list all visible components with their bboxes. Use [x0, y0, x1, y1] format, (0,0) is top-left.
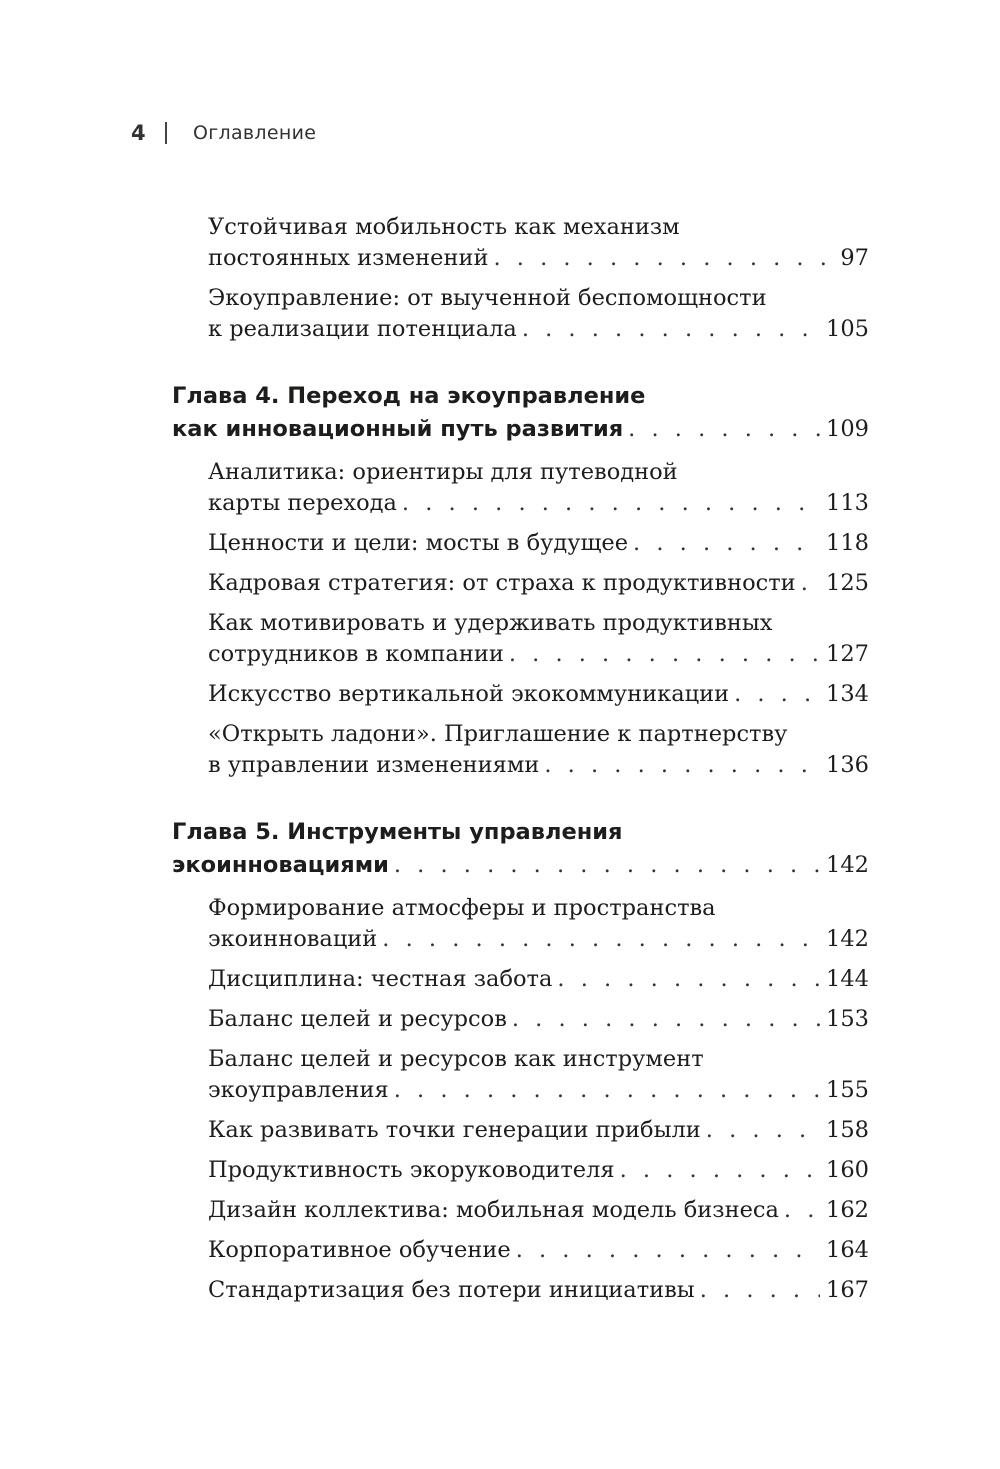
toc-entry-title-line: Искусство вертикальной экокоммуникации	[208, 681, 730, 707]
dot-leader	[544, 750, 820, 781]
toc-entry-title-line: Как развивать точки генерации прибыли	[208, 1117, 701, 1143]
dot-leader	[706, 1115, 820, 1146]
toc-entry-title-line: Кадровая стратегия: от страха к продуктивности	[208, 570, 796, 596]
toc-entry	[0, 679, 869, 710]
toc-chapter-entry	[0, 380, 869, 446]
toc-chapter-title-line: Глава 5. Инструменты управления	[172, 819, 623, 845]
toc-entry-title-line: экоуправления	[208, 1077, 389, 1103]
toc-entry	[0, 212, 869, 274]
toc-entry	[0, 283, 869, 345]
toc-entry	[0, 608, 869, 670]
dot-leader	[628, 413, 820, 446]
toc-entry-title-line: Аналитика: ориентиры для путеводной	[208, 459, 678, 485]
toc-page-number: 167	[826, 1277, 869, 1303]
running-head-divider	[165, 122, 167, 144]
dot-leader	[700, 1275, 820, 1306]
toc-entry-title-line: в управлении изменениями	[208, 752, 540, 778]
toc-entry-title-line: постоянных изменений	[208, 245, 489, 271]
toc-page-number: 125	[826, 570, 869, 596]
toc-chapter-entry	[0, 816, 869, 882]
toc-entry-title-line: Устойчивая мобильность как механизм	[208, 214, 680, 240]
toc-chapter-title-line: Глава 4. Переход на экоуправление	[172, 383, 646, 409]
toc-entry	[0, 1275, 869, 1306]
toc-entry-title-line: сотрудников в компании	[208, 641, 504, 667]
toc-entry	[0, 1195, 869, 1226]
dot-leader	[493, 243, 834, 274]
toc-entry	[0, 964, 869, 995]
toc-entry	[0, 1235, 869, 1266]
toc-entry	[0, 1115, 869, 1146]
toc-entry	[0, 1044, 869, 1106]
toc-entry	[0, 1004, 869, 1035]
toc-entry-title-line: Как мотивировать и удерживать продуктивных	[208, 610, 773, 636]
running-head-title: Оглавление	[193, 122, 317, 144]
toc-entry-title-line: Дизайн коллектива: мобильная модель бизнеса	[208, 1197, 779, 1223]
dot-leader	[734, 679, 820, 710]
toc-page-number: 127	[826, 641, 869, 667]
dot-leader	[512, 1004, 820, 1035]
toc-entry-title-line: Продуктивность экоруководителя	[208, 1157, 615, 1183]
toc-chapter-title-line: как инновационный путь развития	[172, 416, 624, 442]
toc-page-number: 142	[826, 852, 869, 878]
toc-entry-title-line: Баланс целей и ресурсов	[208, 1006, 507, 1032]
toc-entry-title-line: Экоуправление: от выученной беспомощности	[208, 285, 767, 311]
dot-leader	[801, 568, 820, 599]
dot-leader	[522, 314, 820, 345]
table-of-contents	[0, 212, 1000, 1315]
toc-entry-title-line: Дисциплина: честная забота	[208, 966, 553, 992]
toc-entry	[0, 568, 869, 599]
toc-page-number: 153	[826, 1006, 869, 1032]
dot-leader	[620, 1155, 820, 1186]
toc-page-number: 118	[826, 530, 869, 556]
toc-entry	[0, 893, 869, 955]
toc-entry-title-line: Формирование атмосферы и пространства	[208, 895, 716, 921]
dot-leader	[402, 488, 820, 519]
toc-entry-title-line: Корпоративное обучение	[208, 1237, 511, 1263]
toc-entry-title-line: к реализации потенциала	[208, 316, 517, 342]
toc-entry	[0, 457, 869, 519]
dot-leader	[394, 1075, 820, 1106]
toc-page-number: 134	[826, 681, 869, 707]
toc-page-number: 109	[826, 416, 869, 442]
dot-leader	[557, 964, 820, 995]
dot-leader	[394, 849, 820, 882]
toc-page-number: 164	[826, 1237, 869, 1263]
toc-page-number: 113	[826, 490, 869, 516]
dot-leader	[516, 1235, 820, 1266]
toc-page-number: 158	[826, 1117, 869, 1143]
toc-page-number: 136	[826, 752, 869, 778]
toc-entry-title-line: карты перехода	[208, 490, 397, 516]
toc-entry-title-line: Баланс целей и ресурсов как инструмент	[208, 1046, 704, 1072]
toc-page-number: 155	[826, 1077, 869, 1103]
toc-page-number: 105	[826, 316, 869, 342]
dot-leader	[382, 924, 820, 955]
toc-entry	[0, 1155, 869, 1186]
toc-entry-title-line: Стандартизация без потери инициативы	[208, 1277, 695, 1303]
toc-page-number: 162	[826, 1197, 869, 1223]
toc-page-number: 97	[840, 245, 869, 271]
toc-entry-title-line: экоинноваций	[208, 926, 378, 952]
dot-leader	[784, 1195, 820, 1226]
toc-entry	[0, 719, 869, 781]
toc-page-number: 144	[826, 966, 869, 992]
dot-leader	[633, 528, 820, 559]
dot-leader	[509, 639, 820, 670]
toc-page-number: 160	[826, 1157, 869, 1183]
running-head	[131, 116, 316, 150]
toc-chapter-title-line: экоинновациями	[172, 852, 389, 878]
page-number: 4	[131, 121, 146, 145]
toc-entry	[0, 528, 869, 559]
toc-entry-title-line: Ценности и цели: мосты в будущее	[208, 530, 629, 556]
toc-page-number: 142	[826, 926, 869, 952]
toc-entry-title-line: «Открыть ладони». Приглашение к партнерству	[208, 721, 788, 747]
